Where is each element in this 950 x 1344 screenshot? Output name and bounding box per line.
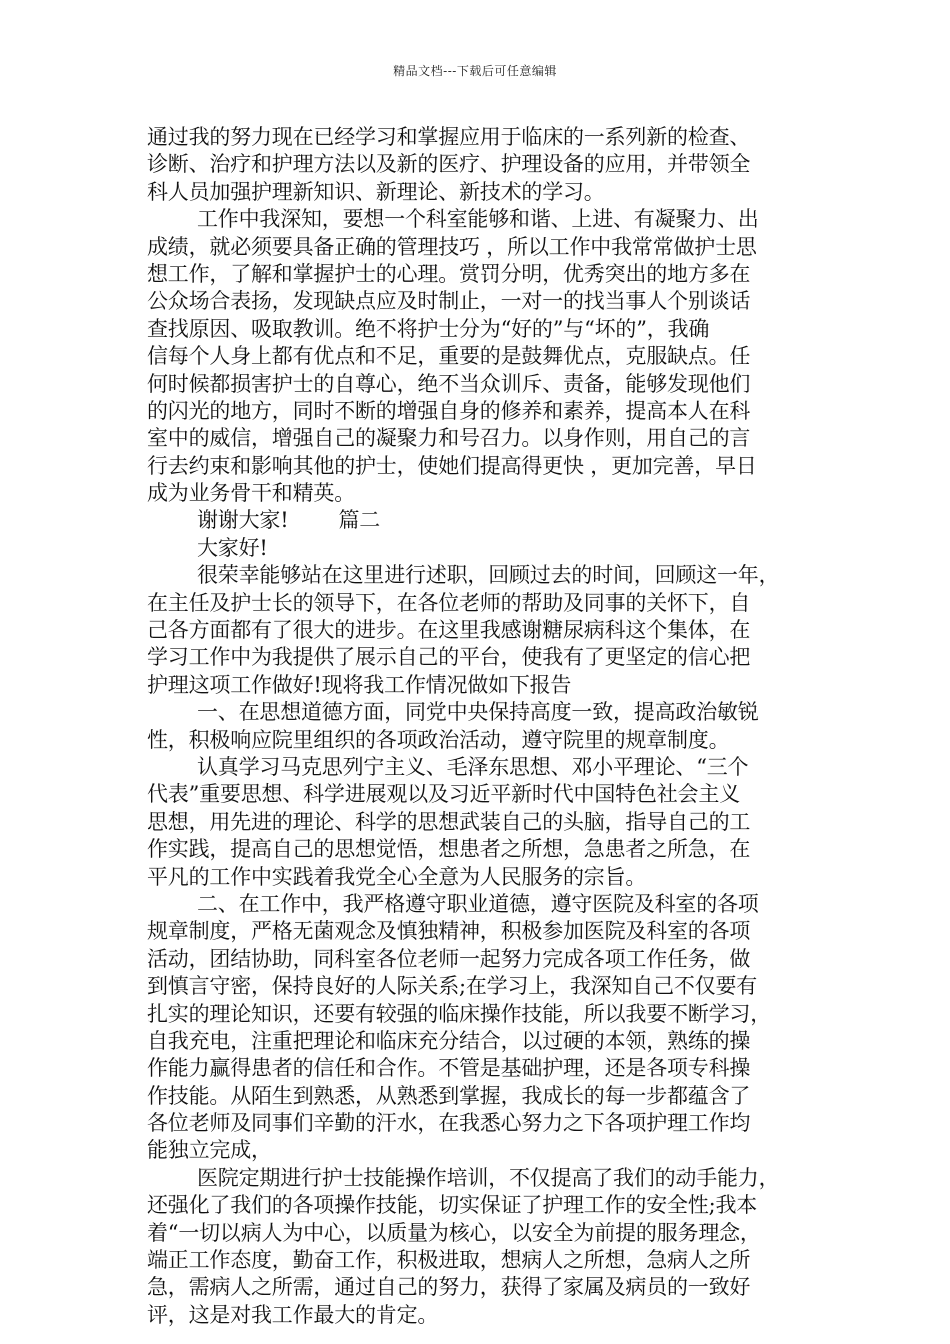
page-header: 精品文档---下载后可任意编辑 (393, 64, 557, 78)
text-line: 成绩，就必须要具备正确的管理技巧 ，所以工作中我常常做护士思 (147, 234, 757, 259)
text-line: 自我充电，注重把理论和临床充分结合，以过硬的本领，熟练的操 (147, 1028, 751, 1053)
text-line: 急，需病人之所需，通过自己的努力，获得了家属及病员的一致好 (147, 1275, 751, 1300)
document-body (147, 124, 819, 1329)
paragraph-start-line: 认真学习马克思列宁主义、毛泽东思想、邓小平理论、“三个 (197, 754, 749, 779)
text-line: 能独立完成， (147, 1138, 272, 1163)
paragraph-start-line: 医院定期进行护士技能操作培训，不仅提高了我们的动手能力， (197, 1165, 780, 1190)
thanks-text: 谢谢大家! (197, 508, 289, 533)
paragraph-start-line: 很荣幸能够站在这里进行述职，回顾过去的时间，回顾这一年， (197, 563, 780, 588)
section-heading: 篇二 (338, 508, 381, 533)
text-line: 代表”重要思想、科学进展观以及习近平新时代中国特色社会主义 (147, 782, 740, 807)
text-line: 行去约束和影响其他的护士，使她们提高得更快 ，更加完善，早日 (147, 453, 757, 478)
text-line: 作技能。从陌生到熟悉，从熟悉到掌握，我成长的每一步都蕴含了 (147, 1083, 751, 1108)
text-line: 作实践，提高自己的思想觉悟，想患者之所想，急患者之所急，在 (147, 837, 751, 862)
text-line: 查找原因、吸取教训。绝不将护士分为“好的”与“坏的”，我确 (147, 316, 710, 341)
text-line: 想工作，了解和掌握护士的心理。赏罚分明，优秀突出的地方多在 (147, 261, 751, 286)
text-line: 规章制度，严格无菌观念及慎独精神，积极参加医院及科室的各项 (147, 919, 751, 944)
text-line: 己各方面都有了很大的进步。在这里我感谢糖尿病科这个集体，在 (147, 618, 751, 643)
text-line: 通过我的努力现在已经学习和掌握应用于临床的一系列新的检查、 (147, 125, 751, 149)
text-line: 护理这项工作做好!现将我工作情况做如下报告 (147, 672, 572, 697)
text-line: 室中的威信，增强自己的凝聚力和号召力。以身作则，用自己的言 (147, 426, 751, 451)
text-line: 活动，团结协助，同科室各位老师一起努力完成各项工作任务，做 (147, 946, 751, 971)
text-line: 信每个人身上都有优点和不足，重要的是鼓舞优点，克服缺点。任 (147, 344, 751, 369)
text-line: 到慎言守密，保持良好的人际关系;在学习上，我深知自己不仅要有 (147, 974, 758, 999)
text-line: 成为业务骨干和精英。 (147, 481, 355, 506)
text-line: 思想，用先进的理论、科学的思想武装自己的头脑，指导自己的工 (147, 809, 751, 834)
text-line: 何时候都损害护士的自尊心，绝不当众训斥、责备，能够发现他们 (147, 371, 751, 396)
text-line: 扎实的理论知识，还要有较强的临床操作技能，所以我要不断学习， (147, 1001, 771, 1026)
text-line: 科人员加强护理新知识、新理论、新技术的学习。 (147, 179, 605, 204)
paragraph-start-line: 二、在工作中，我严格遵守职业道德，遵守医院及科室的各项 (197, 891, 759, 916)
text-line: 评，这是对我工作最大的肯定。 (147, 1302, 439, 1327)
text-line: 诊断、治疗和护理方法以及新的医疗、护理设备的应用，并带领全 (147, 152, 751, 177)
text-line: 着“一切以病人为中心，以质量为核心，以安全为前提的服务理念， (147, 1220, 761, 1245)
text-line: 在主任及护士长的领导下，在各位老师的帮助及同事的关怀下，自 (147, 590, 751, 615)
text-line: 平凡的工作中实践着我党全心全意为人民服务的宗旨。 (147, 864, 647, 889)
text-line: 还强化了我们的各项操作技能，切实保证了护理工作的安全性;我本 (147, 1193, 758, 1218)
text-line: 性，积极响应院里组织的各项政治活动，遵守院里的规章制度。 (147, 727, 730, 752)
text-line: 公众场合表扬，发现缺点应及时制止，一对一的找当事人个别谈话 (147, 289, 751, 314)
paragraph-start-line: 一、在思想道德方面，同党中央保持高度一致，提高政治敏锐 (197, 700, 759, 725)
text-line: 端正工作态度，勤奋工作，积极进取，想病人之所想，急病人之所 (147, 1248, 751, 1273)
text-line: 各位老师及同事们辛勤的汗水，在我悉心努力之下各项护理工作均 (147, 1111, 751, 1136)
greeting-line: 大家好! (197, 535, 268, 560)
thanks-and-section-line (147, 507, 819, 534)
text-line: 的闪光的地方，同时不断的增强自身的修养和素养，提高本人在科 (147, 398, 751, 423)
text-line: 学习工作中为我提供了展示自己的平台，使我有了更坚定的信心把 (147, 645, 751, 670)
paragraph-start-line: 工作中我深知，要想一个科室能够和谐、上进、有凝聚力、出 (197, 207, 759, 232)
text-line: 作能力赢得患者的信任和合作。不管是基础护理，还是各项专科操 (147, 1056, 751, 1081)
